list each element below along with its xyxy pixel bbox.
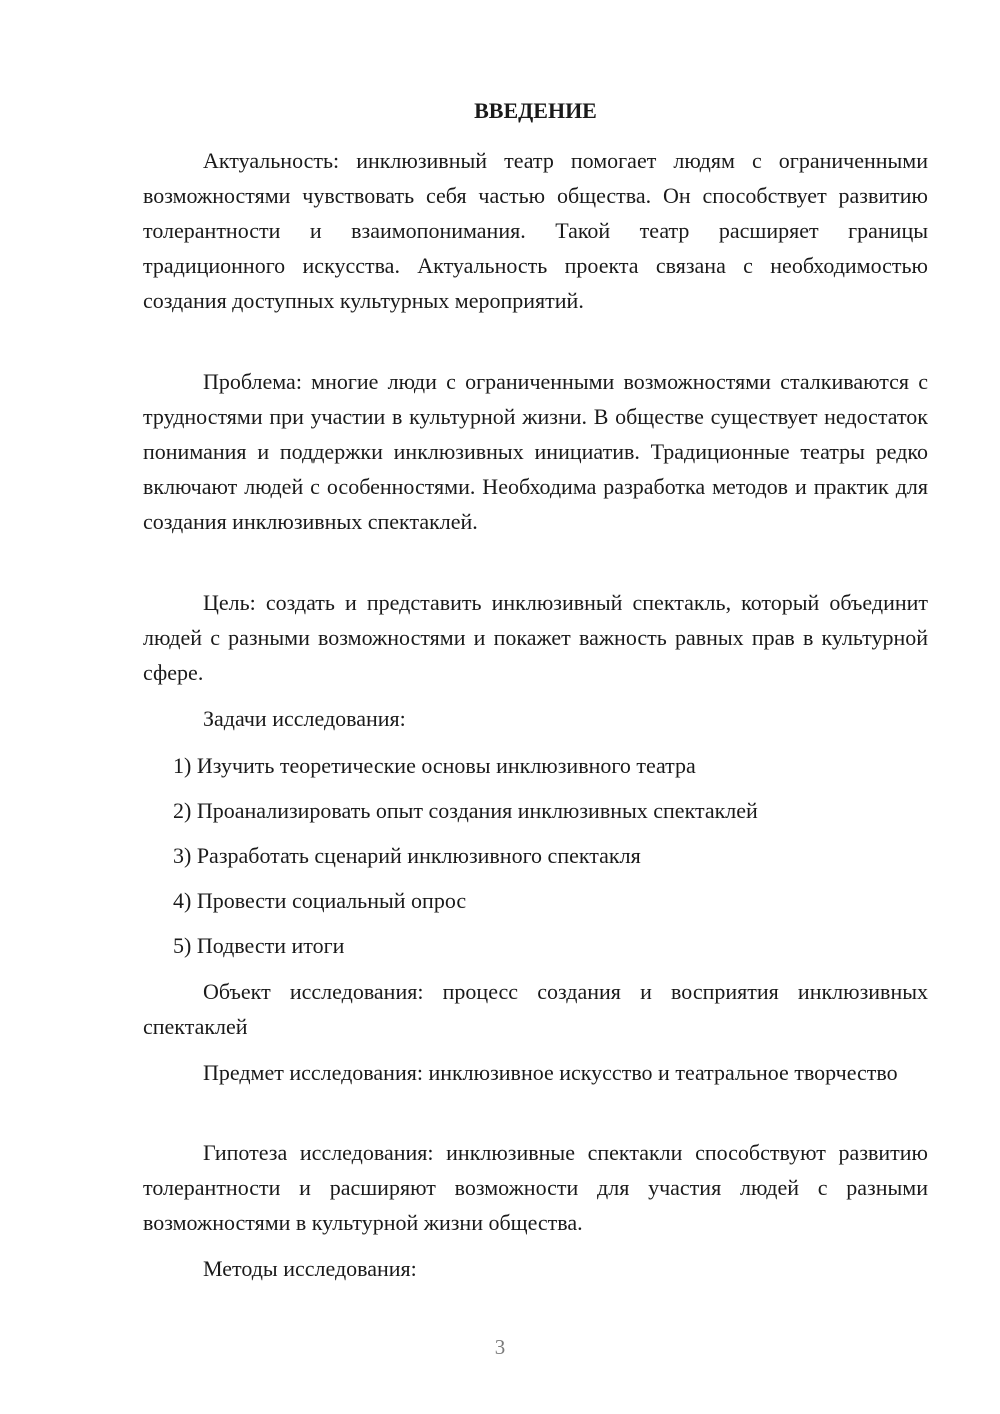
page-number: 3 [494, 1335, 506, 1359]
tasks-heading: Задачи исследования: [203, 706, 406, 731]
task-item: 3) Разработать сценарий инклюзивного спектакля [173, 843, 641, 868]
problem-paragraph: Проблема: многие люди с ограниченными возможностями сталкиваются с трудностями при участии в культурной жизни. В обществе существует недостаток понимания и поддержки инклюзивных инициатив. Традиционные театры редко включают людей с особенностями. Необходима разработка методов и практик для создания инклюзивных спектаклей. [143, 369, 928, 534]
goal-paragraph: Цель: создать и представить инклюзивный спектакль, который объединит людей с разными возможностями и покажет важность равных прав в культурной сфере. [143, 590, 928, 685]
task-item: 5) Подвести итоги [173, 933, 345, 958]
methods-heading: Методы исследования: [203, 1256, 417, 1281]
hypothesis-paragraph: Гипотеза исследования: инклюзивные спектакли способствуют развитию толерантности и расширяют возможности для участия людей с разными возможностями в культурной жизни общества. [143, 1140, 928, 1235]
task-item: 2) Проанализировать опыт создания инклюзивных спектаклей [173, 798, 758, 823]
task-item: 1) Изучить теоретические основы инклюзивного театра [173, 753, 696, 778]
object-paragraph: Объект исследования: процесс создания и восприятия инклюзивных спектаклей [143, 979, 928, 1039]
relevance-paragraph: Актуальность: инклюзивный театр помогает людям с ограниченными возможностями чувствовать себя частью общества. Он способствует развитию толерантности и взаимопонимания. Такой театр расширяет границы традиционного искусства. Актуальность проекта связана с необходимостью создания доступных культурных мероприятий. [143, 148, 928, 313]
section-heading: ВВЕДЕНИЕ [474, 98, 597, 123]
task-item: 4) Провести социальный опрос [173, 888, 467, 913]
subject-paragraph: Предмет исследования: инклюзивное искусство и театральное творчество [203, 1060, 898, 1085]
